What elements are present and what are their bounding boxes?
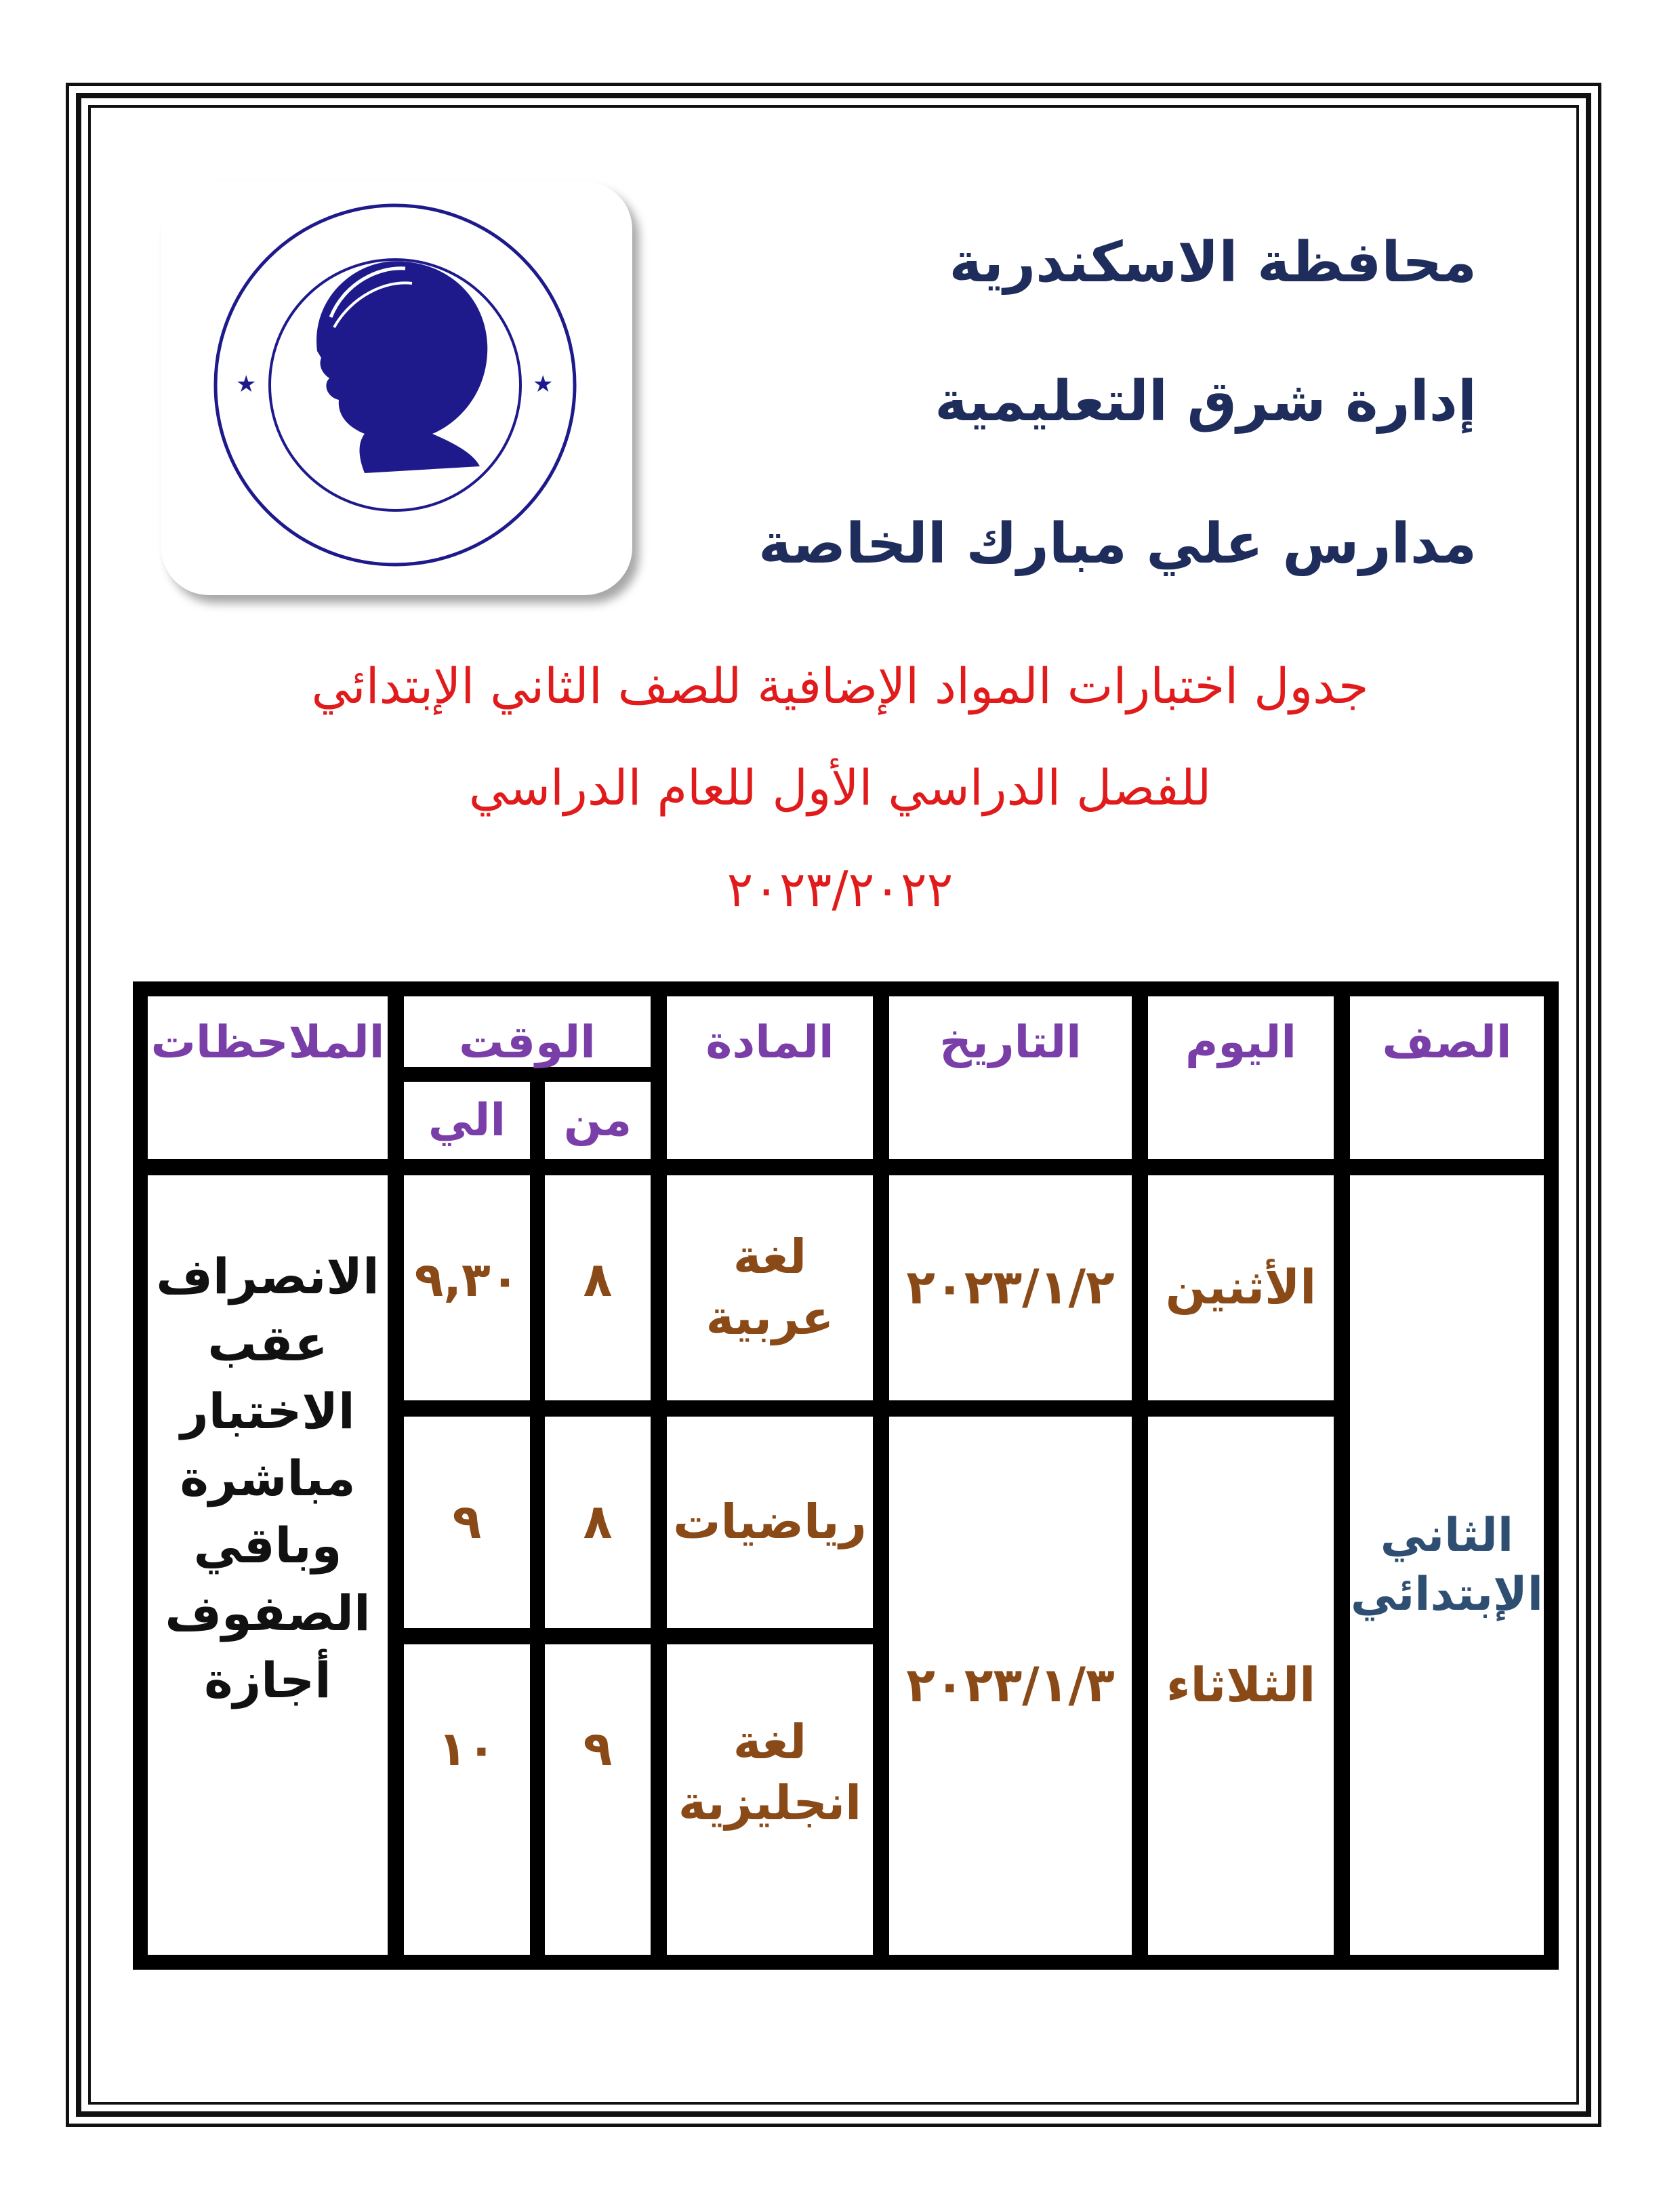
time-to-cell: ١٠ xyxy=(404,1644,530,1955)
subject-cell: رياضيات xyxy=(667,1417,873,1628)
header-day: اليوم xyxy=(1148,996,1334,1159)
time-to-cell: ٩ xyxy=(404,1417,530,1628)
day-cell: الثلاثاء xyxy=(1148,1417,1334,1955)
logo-star-right: ★ xyxy=(533,371,554,398)
time-from-cell: ٨ xyxy=(545,1417,651,1628)
notes-cell: الانصراف عقب الاختبار مباشرة وباقي الصفوف أجازة xyxy=(148,1175,388,1955)
header-time-to: الي xyxy=(404,1082,530,1159)
header-time-from: من xyxy=(545,1082,651,1159)
day-cell: الأثنين xyxy=(1148,1175,1334,1400)
time-from-cell: ٨ xyxy=(545,1175,651,1400)
academic-year: ٢٠٢٣/٢٠٢٢ xyxy=(726,861,954,918)
exam-schedule-table xyxy=(133,981,1559,1970)
header-time: الوقت xyxy=(404,996,651,1067)
school-title: مدارس علي مبارك الخاصة xyxy=(758,512,1477,576)
school-logo xyxy=(161,182,632,595)
semester-title: للفصل الدراسي الأول للعام الدراسي xyxy=(468,759,1212,816)
administration-title: إدارة شرق التعليمية xyxy=(935,369,1477,434)
governorate-title: محافظة الاسكندرية xyxy=(949,230,1477,295)
header-subject: المادة xyxy=(667,996,873,1159)
header-notes: الملاحظات xyxy=(148,996,388,1159)
logo-star-left: ★ xyxy=(236,371,257,398)
header-date: التاريخ xyxy=(889,996,1132,1159)
date-cell: ٢٠٢٣/١/٣ xyxy=(889,1417,1132,1955)
subject-cell: لغة انجليزية xyxy=(667,1644,873,1955)
date-cell: ٢٠٢٣/١/٢ xyxy=(889,1175,1132,1400)
child-silhouette-icon xyxy=(316,261,487,473)
time-from-cell: ٩ xyxy=(545,1644,651,1955)
subject-cell: لغة عربية xyxy=(667,1175,873,1400)
grade-cell: الثاني الإبتدائي xyxy=(1350,1175,1544,1955)
schedule-title: جدول اختبارات المواد الإضافية للصف الثاني الإبتدائي xyxy=(311,657,1369,714)
time-to-cell: ٩,٣٠ xyxy=(404,1175,530,1400)
header-grade: الصف xyxy=(1350,996,1544,1159)
